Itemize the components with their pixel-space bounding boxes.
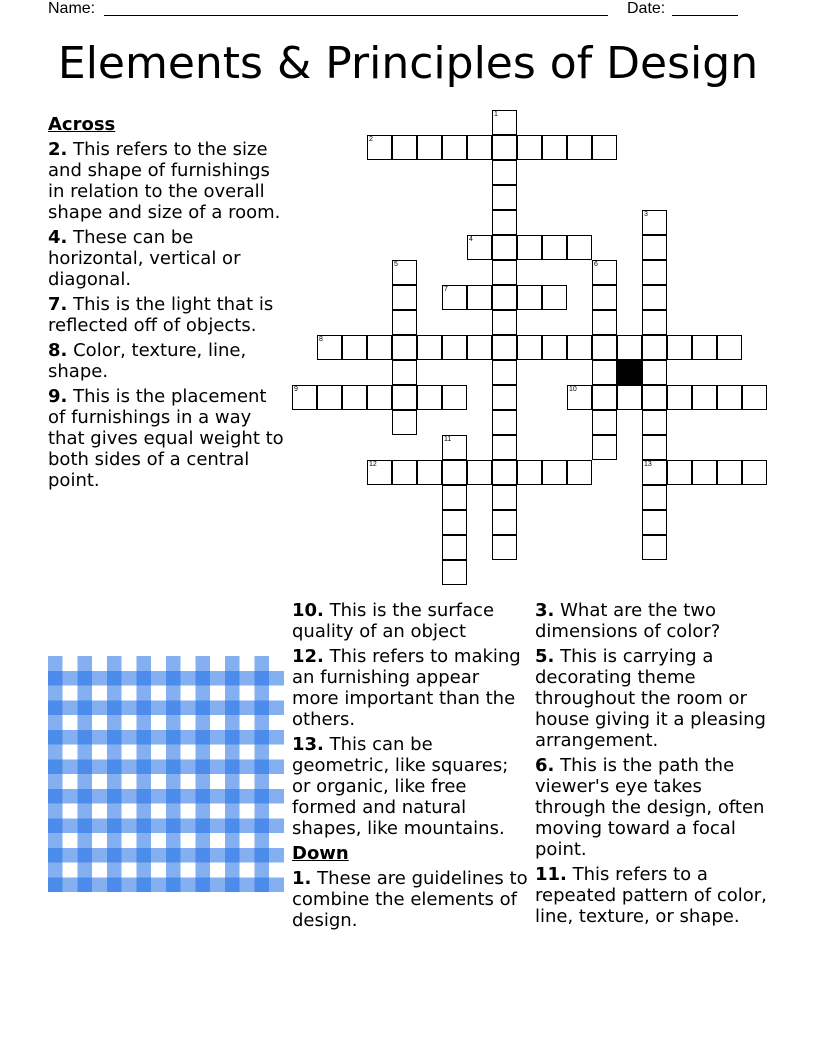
crossword-cell[interactable]: [567, 135, 592, 160]
crossword-cell[interactable]: [442, 460, 467, 485]
crossword-cell[interactable]: [442, 385, 467, 410]
crossword-cell[interactable]: [592, 435, 617, 460]
clue-number: 3.: [535, 600, 555, 621]
clue-number: 6.: [535, 755, 555, 776]
crossword-cell[interactable]: [367, 385, 392, 410]
crossword-cell[interactable]: [542, 285, 567, 310]
crossword-cell[interactable]: [417, 385, 442, 410]
crossword-cell[interactable]: [417, 460, 442, 485]
page-title: Elements & Principles of Design: [57, 38, 759, 89]
crossword-cell[interactable]: [492, 185, 517, 210]
crossword-cell[interactable]: [742, 460, 767, 485]
crossword-cell[interactable]: [417, 135, 442, 160]
crossword-cell[interactable]: [492, 485, 517, 510]
crossword-cell[interactable]: [467, 285, 492, 310]
crossword-black-cell: [617, 360, 642, 385]
clue-number-label: 13: [644, 461, 652, 468]
crossword-cell[interactable]: [492, 435, 517, 460]
clue-number: 7.: [48, 294, 68, 315]
clue-number: 5.: [535, 646, 555, 667]
date-field[interactable]: [672, 0, 738, 16]
crossword-cell[interactable]: [542, 135, 567, 160]
clue-number: 2.: [48, 139, 68, 160]
clue-number-label: 9: [294, 386, 298, 393]
crossword-cell[interactable]: [642, 410, 667, 435]
crossword-cell[interactable]: [392, 410, 417, 435]
clue-column-3: [535, 600, 775, 931]
clue-text: This is the light that is reflected off of objects.: [48, 294, 274, 336]
clue-number-label: 2: [369, 136, 373, 143]
clue-text: This refers to making an furnishing appear more important than the others.: [292, 646, 521, 730]
crossword-cell[interactable]: [667, 460, 692, 485]
crossword-cell[interactable]: [317, 385, 342, 410]
crossword-cell[interactable]: [367, 135, 392, 160]
crossword-cell[interactable]: [442, 335, 467, 360]
clue-down-6: [535, 755, 775, 860]
clue-number: 1.: [292, 868, 312, 889]
crossword-cell[interactable]: [642, 485, 667, 510]
crossword-cell[interactable]: [717, 460, 742, 485]
crossword-cell[interactable]: [492, 510, 517, 535]
clue-text: This is the path the viewer's eye takes through the design, often moving toward a focal point.: [535, 755, 765, 860]
crossword-cell[interactable]: [642, 335, 667, 360]
crossword-cell[interactable]: [417, 335, 442, 360]
clue-number-label: 1: [494, 111, 498, 118]
clue-down-1: [292, 868, 528, 931]
crossword-cell[interactable]: [492, 335, 517, 360]
crossword-cell[interactable]: [642, 235, 667, 260]
clue-text: Color, texture, line, shape.: [48, 340, 247, 382]
clue-across-7: [48, 294, 286, 336]
crossword-cell[interactable]: [442, 535, 467, 560]
clue-number-label: 8: [319, 336, 323, 343]
clue-text: This is the surface quality of an object: [292, 600, 495, 642]
clue-text: What are the two dimensions of color?: [535, 600, 721, 642]
clue-across-13: [292, 734, 528, 839]
crossword-cell[interactable]: [617, 385, 642, 410]
crossword-cell[interactable]: [492, 160, 517, 185]
crossword-cell[interactable]: [567, 235, 592, 260]
crossword-cell[interactable]: [517, 335, 542, 360]
crossword-cell[interactable]: [717, 335, 742, 360]
crossword-cell[interactable]: [442, 135, 467, 160]
clue-across-9: [48, 386, 286, 491]
crossword-cell[interactable]: [642, 385, 667, 410]
crossword-cell[interactable]: [667, 385, 692, 410]
across-heading: Across: [48, 114, 116, 135]
name-field[interactable]: [104, 0, 608, 16]
crossword-cell[interactable]: [592, 410, 617, 435]
clue-number-label: 4: [469, 236, 473, 243]
crossword-cell[interactable]: [692, 335, 717, 360]
clue-number: 10.: [292, 600, 324, 621]
clue-number: 9.: [48, 386, 68, 407]
clue-across-10: [292, 600, 528, 642]
clue-number: 13.: [292, 734, 324, 755]
crossword-cell[interactable]: [367, 460, 392, 485]
crossword-cell[interactable]: [392, 335, 417, 360]
clue-across-4: [48, 227, 286, 290]
clue-column-2: [292, 600, 528, 935]
crossword-cell[interactable]: [342, 385, 367, 410]
crossword-cell[interactable]: [492, 385, 517, 410]
crossword-cell[interactable]: [392, 460, 417, 485]
crossword-cell[interactable]: [642, 360, 667, 385]
crossword-cell[interactable]: [392, 285, 417, 310]
clue-number-label: 12: [369, 461, 377, 468]
crossword-cell[interactable]: [642, 510, 667, 535]
crossword-cell[interactable]: [442, 435, 467, 460]
crossword-cell[interactable]: [567, 460, 592, 485]
crossword-cell[interactable]: [492, 360, 517, 385]
clue-number-label: 5: [394, 261, 398, 268]
down-heading: Down: [292, 843, 349, 864]
clue-across-2: [48, 139, 286, 223]
crossword-cell[interactable]: [467, 235, 492, 260]
crossword-cell[interactable]: [617, 335, 642, 360]
clue-number: 12.: [292, 646, 324, 667]
crossword-cell[interactable]: [492, 235, 517, 260]
crossword-cell[interactable]: [642, 310, 667, 335]
crossword-cell[interactable]: [542, 335, 567, 360]
crossword-cell[interactable]: [692, 385, 717, 410]
crossword-cell[interactable]: [492, 110, 517, 135]
crossword-cell[interactable]: [392, 260, 417, 285]
crossword-cell[interactable]: [642, 435, 667, 460]
crossword-cell[interactable]: [467, 135, 492, 160]
clue-text: This refers to the size and shape of furnishings in relation to the overall shape and size of a room.: [48, 139, 281, 223]
crossword-cell[interactable]: [467, 335, 492, 360]
crossword-cell[interactable]: [517, 460, 542, 485]
crossword-cell[interactable]: [642, 260, 667, 285]
crossword-cell[interactable]: [592, 335, 617, 360]
clue-text: This is the placement of furnishings in a way that gives equal weight to both sides of a central point.: [48, 386, 284, 491]
clue-number: 11.: [535, 864, 567, 885]
clue-number-label: 6: [594, 261, 598, 268]
crossword-cell[interactable]: [392, 360, 417, 385]
crossword-cell[interactable]: [642, 285, 667, 310]
crossword-cell[interactable]: [567, 385, 592, 410]
crossword-cell[interactable]: [592, 360, 617, 385]
clue-number-label: 10: [569, 386, 577, 393]
clue-text: These can be horizontal, vertical or diagonal.: [48, 227, 241, 290]
crossword-cell[interactable]: [342, 335, 367, 360]
crossword-cell[interactable]: [442, 560, 467, 585]
crossword-cell[interactable]: [592, 260, 617, 285]
crossword-cell[interactable]: [642, 460, 667, 485]
crossword-cell[interactable]: [542, 235, 567, 260]
clue-text: This can be geometric, like squares; or organic, like free formed and natural shapes, like mountains.: [292, 734, 509, 839]
crossword-cell[interactable]: [592, 285, 617, 310]
crossword-cell[interactable]: [442, 485, 467, 510]
crossword-cell[interactable]: [442, 285, 467, 310]
crossword-cell[interactable]: [492, 135, 517, 160]
crossword-cell[interactable]: [542, 460, 567, 485]
crossword-cell[interactable]: [492, 260, 517, 285]
crossword-cell[interactable]: [642, 535, 667, 560]
clue-down-5: [535, 646, 775, 751]
crossword-cell[interactable]: [492, 285, 517, 310]
clue-number-label: 11: [444, 436, 452, 443]
crossword-cell[interactable]: [392, 385, 417, 410]
clue-number-label: 7: [444, 286, 448, 293]
crossword-cell[interactable]: [392, 135, 417, 160]
clue-text: This is carrying a decorating theme throughout the room or house giving it a pleasing arrangement.: [535, 646, 766, 751]
crossword-cell[interactable]: [567, 335, 592, 360]
clue-text: These are guidelines to combine the elements of design.: [292, 868, 528, 931]
clue-number-label: 3: [644, 211, 648, 218]
clue-number: 4.: [48, 227, 68, 248]
crossword-cell[interactable]: [492, 535, 517, 560]
name-label: Name:: [48, 0, 96, 17]
clue-column-1: [48, 114, 286, 495]
clue-text: This refers to a repeated pattern of color, line, texture, or shape.: [535, 864, 767, 927]
clue-across-8: [48, 340, 286, 382]
crossword-cell[interactable]: [442, 510, 467, 535]
crossword-cell[interactable]: [517, 285, 542, 310]
crossword-cell[interactable]: [592, 135, 617, 160]
crossword-cell[interactable]: [742, 385, 767, 410]
crossword-cell[interactable]: [492, 310, 517, 335]
crossword-cell[interactable]: [492, 210, 517, 235]
crossword-cell[interactable]: [592, 310, 617, 335]
crossword-cell[interactable]: [667, 335, 692, 360]
gingham-pattern-image: [48, 656, 284, 892]
crossword-cell[interactable]: [392, 310, 417, 335]
crossword-cell[interactable]: [692, 460, 717, 485]
clue-number: 8.: [48, 340, 68, 361]
crossword-cell[interactable]: [492, 410, 517, 435]
crossword-cell[interactable]: [492, 460, 517, 485]
crossword-cell[interactable]: [517, 135, 542, 160]
clue-across-12: [292, 646, 528, 730]
crossword-cell[interactable]: [317, 335, 342, 360]
date-label: Date:: [627, 0, 666, 17]
clue-down-11: [535, 864, 775, 927]
crossword-cell[interactable]: [517, 235, 542, 260]
crossword-cell[interactable]: [592, 385, 617, 410]
crossword-cell[interactable]: [642, 210, 667, 235]
crossword-cell[interactable]: [717, 385, 742, 410]
crossword-cell[interactable]: [467, 460, 492, 485]
clue-down-3: [535, 600, 775, 642]
crossword-cell[interactable]: [367, 335, 392, 360]
crossword-cell[interactable]: [292, 385, 317, 410]
